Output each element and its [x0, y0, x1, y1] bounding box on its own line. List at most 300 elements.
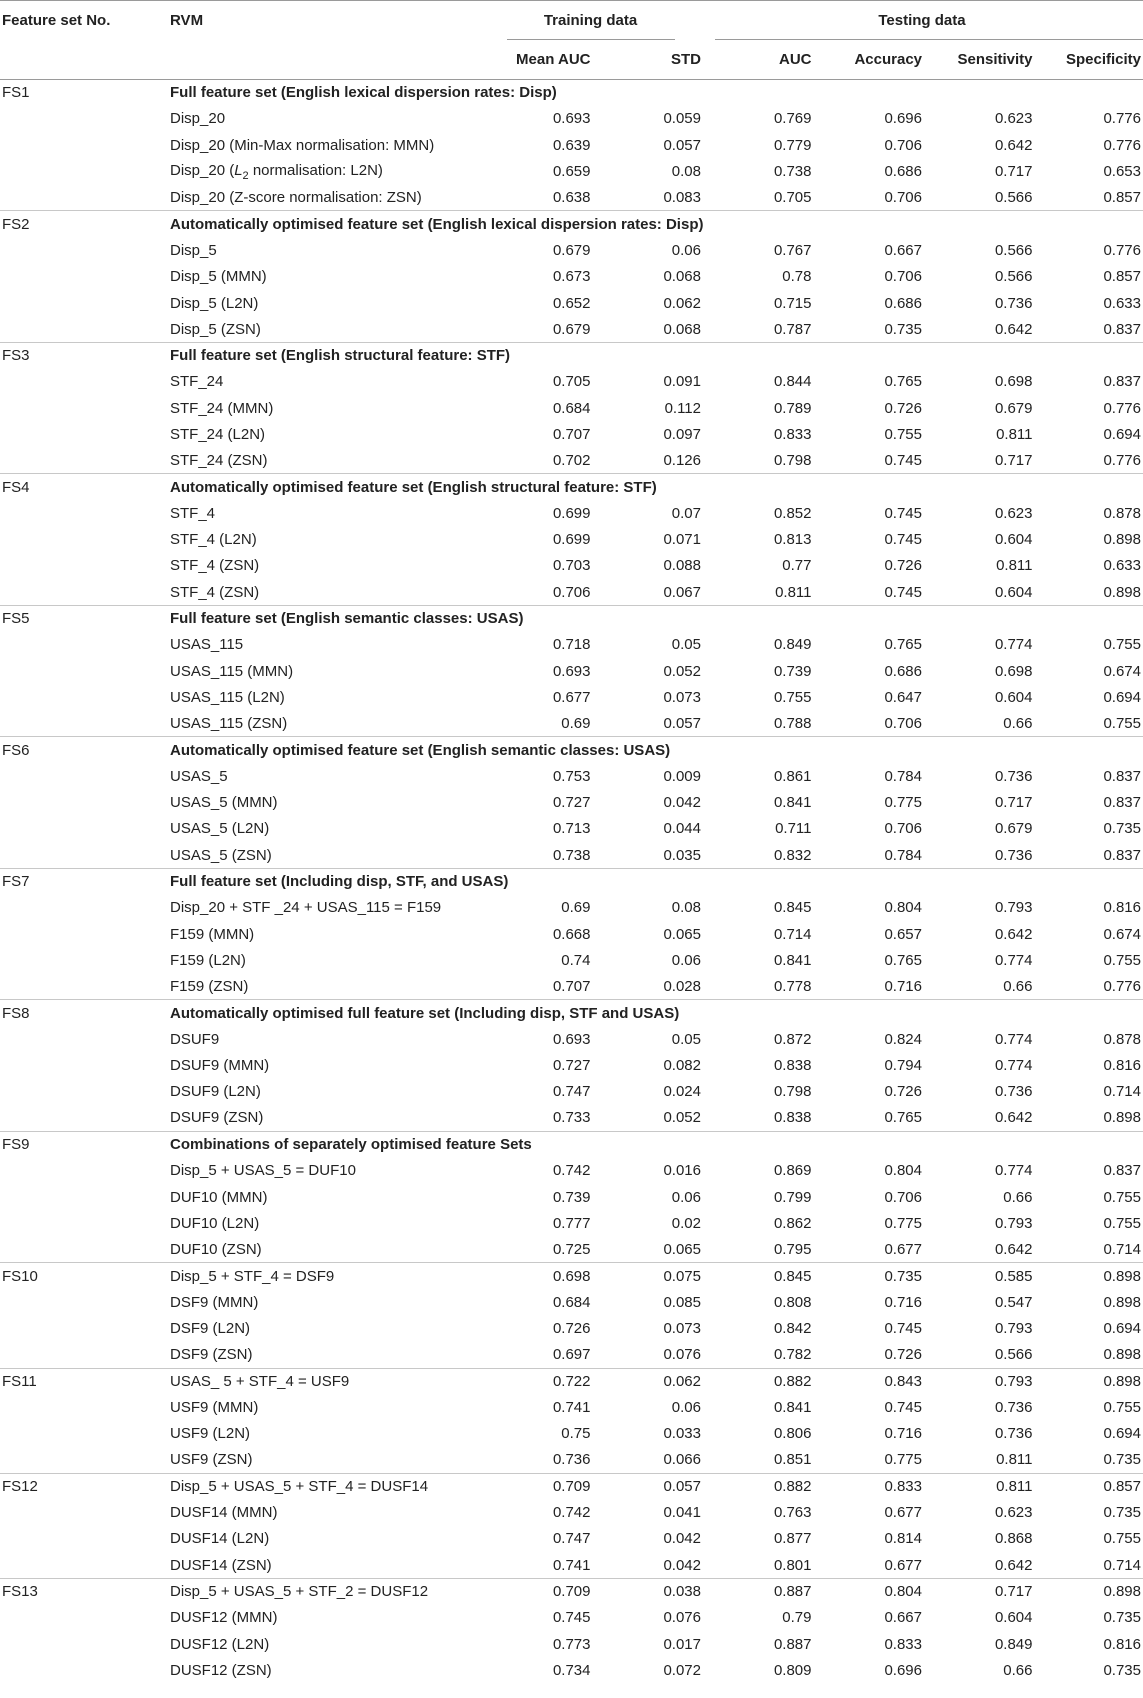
accuracy-cell: 0.775	[884, 1214, 922, 1232]
table-row	[0, 579, 1143, 605]
auc-cell: 0.714	[773, 925, 812, 943]
std-cell: 0.06	[671, 1188, 701, 1206]
std-cell: 0.08	[671, 163, 701, 181]
specificity-cell: 0.674	[1103, 925, 1141, 943]
table-row	[0, 1578, 1143, 1604]
feature-set-blank	[0, 974, 170, 1000]
mean-auc-cell: 0.713	[552, 820, 591, 838]
header-accuracy: Accuracy	[812, 41, 923, 80]
std-cell: 0.072	[663, 1661, 701, 1679]
sensitivity-cell: 0.623	[994, 110, 1033, 128]
accuracy-cell: 0.716	[884, 1425, 922, 1443]
feature-set-blank	[0, 816, 170, 842]
accuracy-cell: 0.686	[884, 662, 922, 680]
table-row	[0, 527, 1143, 553]
table-row	[0, 500, 1143, 526]
rvm-model-name: Disp_5 + USAS_5 + STF_4 = DUSF14	[170, 1473, 480, 1499]
rvm-model-name: STF_4 (ZSN)	[170, 583, 260, 601]
auc-cell: 0.788	[773, 715, 812, 733]
mean-auc-cell: 0.707	[552, 426, 591, 443]
std-cell: 0.02	[671, 1214, 701, 1232]
specificity-cell: 0.755	[1103, 1214, 1141, 1232]
std-cell: 0.044	[663, 820, 701, 838]
mean-auc-cell: 0.734	[552, 1661, 591, 1679]
mean-auc-cell: 0.699	[552, 504, 591, 522]
group-title: Automatically optimised feature set (English structural feature: STF)	[170, 474, 1143, 500]
rvm-model-name: USAS_115 (MMN)	[170, 662, 294, 680]
std-cell: 0.068	[663, 268, 701, 286]
auc-cell: 0.78	[782, 268, 812, 286]
mean-auc-cell: 0.738	[552, 846, 591, 864]
rvm-model-name: Disp_5 + USAS_5 = DUF10	[170, 1162, 356, 1180]
feature-set-blank	[0, 632, 170, 658]
auc-cell: 0.872	[773, 1030, 812, 1048]
auc-cell: 0.849	[773, 636, 812, 654]
specificity-cell: 0.633	[1103, 294, 1141, 312]
specificity-cell: 0.735	[1103, 1504, 1141, 1522]
mean-auc-cell: 0.677	[552, 688, 591, 706]
auc-cell: 0.801	[773, 1556, 812, 1574]
auc-cell: 0.844	[773, 373, 812, 391]
specificity-cell: 0.837	[1103, 846, 1141, 864]
header-blank-2	[170, 41, 480, 80]
feature-set-blank	[0, 1052, 170, 1078]
sensitivity-cell: 0.774	[994, 1162, 1033, 1180]
auc-cell: 0.79	[782, 1609, 812, 1627]
accuracy-cell: 0.716	[884, 1293, 922, 1311]
rvm-model-name: USAS_ 5 + STF_4 = USF9	[170, 1368, 480, 1394]
specificity-cell: 0.735	[1103, 1451, 1141, 1469]
rvm-model-name: DUSF12 (L2N)	[170, 1635, 270, 1653]
accuracy-cell: 0.745	[884, 531, 922, 549]
std-cell: 0.075	[591, 1263, 702, 1289]
feature-set-number: FS2	[0, 211, 170, 237]
feature-set-number: FS1	[0, 80, 170, 106]
rvm-model-name: Disp_5 (ZSN)	[170, 320, 261, 338]
table-row	[0, 763, 1143, 789]
table-row	[0, 369, 1143, 395]
mean-auc-cell: 0.747	[552, 1083, 591, 1101]
accuracy-cell: 0.726	[884, 1083, 922, 1101]
table-row	[0, 895, 1143, 921]
std-cell: 0.017	[663, 1635, 701, 1653]
rvm-model-name: Disp_20 ($L_2$ normalisation: L2N)	[170, 161, 383, 182]
auc-cell: 0.809	[773, 1661, 812, 1679]
specificity-cell: 0.816	[1103, 899, 1141, 917]
specificity-cell: 0.857	[1103, 189, 1141, 207]
std-cell: 0.042	[663, 1530, 701, 1548]
group-title: Combinations of separately optimised feature Sets	[170, 1131, 1143, 1157]
specificity-cell: 0.755	[1103, 1188, 1141, 1206]
auc-cell: 0.845	[701, 1263, 812, 1289]
rvm-model-name: USF9 (ZSN)	[170, 1451, 253, 1469]
sensitivity-cell: 0.717	[994, 794, 1033, 812]
sensitivity-cell: 0.774	[994, 1057, 1033, 1075]
group-header-row	[0, 342, 1143, 368]
rvm-model-name: Disp_5 (MMN)	[170, 268, 267, 286]
mean-auc-cell: 0.733	[552, 1109, 591, 1127]
sensitivity-cell: 0.698	[994, 662, 1033, 680]
sensitivity-cell: 0.793	[922, 1368, 1033, 1394]
accuracy-cell: 0.804	[812, 1578, 923, 1604]
testing-underline	[715, 39, 1143, 40]
mean-auc-cell: 0.75	[561, 1425, 591, 1443]
sensitivity-cell: 0.717	[994, 452, 1033, 470]
accuracy-cell: 0.696	[884, 1661, 922, 1679]
feature-set-blank	[0, 1552, 170, 1578]
sensitivity-cell: 0.566	[994, 1346, 1033, 1364]
sensitivity-cell: 0.623	[994, 1504, 1033, 1522]
auc-cell: 0.767	[773, 241, 812, 259]
feature-set-blank	[0, 1421, 170, 1447]
rvm-model-name: DUSF14 (ZSN)	[170, 1556, 272, 1574]
l2-subscript: 2	[242, 169, 249, 182]
table-row	[0, 1237, 1143, 1263]
mean-auc-cell: 0.753	[552, 767, 591, 785]
feature-set-blank	[0, 711, 170, 737]
group-title: Full feature set (English lexical dispersion rates: Disp)	[170, 80, 1143, 106]
rvm-model-name: USAS_5 (MMN)	[170, 794, 278, 812]
std-cell: 0.112	[664, 399, 701, 417]
mean-auc-cell: 0.722	[480, 1368, 591, 1394]
mean-auc-cell: 0.679	[552, 241, 591, 259]
std-cell: 0.042	[663, 794, 701, 812]
mean-auc-cell: 0.69	[561, 899, 591, 917]
mean-auc-cell: 0.702	[552, 452, 591, 470]
header-rvm: RVM	[170, 1, 480, 41]
sensitivity-cell: 0.642	[994, 1240, 1033, 1258]
sensitivity-cell: 0.66	[1003, 1188, 1033, 1206]
sensitivity-cell: 0.642	[994, 136, 1033, 154]
auc-cell: 0.877	[773, 1530, 812, 1548]
table-row	[0, 1526, 1143, 1552]
group-header-row	[0, 737, 1143, 763]
mean-auc-cell: 0.742	[552, 1162, 591, 1180]
header-testing-data	[701, 1, 1143, 41]
std-cell: 0.085	[663, 1293, 701, 1311]
rvm-model-name: DSF9 (MMN)	[170, 1293, 259, 1311]
accuracy-cell: 0.745	[884, 504, 922, 522]
specificity-cell: 0.714	[1103, 1083, 1141, 1101]
table-row	[0, 1079, 1143, 1105]
sensitivity-cell: 0.66	[1003, 1661, 1033, 1679]
table-row	[0, 1394, 1143, 1420]
sensitivity-cell: 0.774	[994, 1030, 1033, 1048]
rvm-model-name: Disp_5 + USAS_5 + STF_2 = DUSF12	[170, 1578, 480, 1604]
table-row	[0, 1289, 1143, 1315]
rvm-model-name: STF_4	[170, 504, 216, 522]
accuracy-cell: 0.755	[884, 426, 922, 443]
std-cell: 0.062	[663, 294, 701, 312]
rvm-model-name: USF9 (L2N)	[170, 1425, 251, 1443]
feature-set-number: FS4	[0, 474, 170, 500]
accuracy-cell: 0.735	[812, 1263, 923, 1289]
training-underline	[507, 39, 675, 40]
std-cell: 0.052	[663, 1109, 701, 1127]
group-title: Automatically optimised feature set (English semantic classes: USAS)	[170, 737, 1143, 763]
accuracy-cell: 0.804	[884, 899, 922, 917]
sensitivity-cell: 0.604	[994, 583, 1033, 601]
header-auc: AUC	[701, 41, 812, 80]
std-cell: 0.073	[663, 688, 701, 706]
sensitivity-cell: 0.679	[994, 820, 1033, 838]
table-row	[0, 132, 1143, 158]
sensitivity-cell: 0.717	[922, 1578, 1033, 1604]
std-cell: 0.076	[663, 1609, 701, 1627]
feature-set-blank	[0, 1158, 170, 1184]
specificity-cell: 0.837	[1103, 767, 1141, 785]
mean-auc-cell: 0.745	[552, 1609, 591, 1627]
table-row	[0, 1210, 1143, 1236]
rvm-model-name: DUF10 (L2N)	[170, 1214, 260, 1232]
auc-cell: 0.838	[773, 1109, 812, 1127]
sensitivity-cell: 0.679	[994, 399, 1033, 417]
table-row	[0, 842, 1143, 868]
accuracy-cell: 0.706	[884, 715, 922, 733]
specificity-cell: 0.755	[1103, 1530, 1141, 1548]
feature-set-blank	[0, 579, 170, 605]
accuracy-cell: 0.765	[884, 951, 922, 969]
feature-set-blank	[0, 921, 170, 947]
table-row	[0, 947, 1143, 973]
feature-set-number: FS7	[0, 868, 170, 894]
mean-auc-cell: 0.736	[552, 1451, 591, 1469]
table-body	[0, 80, 1143, 1684]
accuracy-cell: 0.735	[884, 320, 922, 338]
header-std: STD	[591, 41, 702, 80]
feature-set-number: FS10	[0, 1263, 170, 1289]
std-cell: 0.06	[671, 1398, 701, 1416]
table-row	[0, 1631, 1143, 1657]
table-row	[0, 1315, 1143, 1341]
rvm-model-name: STF_24 (MMN)	[170, 399, 274, 417]
std-cell: 0.041	[663, 1504, 701, 1522]
rvm-model-name: Disp_5 (L2N)	[170, 294, 259, 312]
feature-set-blank	[0, 763, 170, 789]
rvm-model-name: USAS_115	[170, 636, 244, 654]
specificity-cell: 0.735	[1103, 820, 1141, 838]
std-cell: 0.05	[671, 636, 701, 654]
mean-auc-cell: 0.703	[552, 557, 591, 575]
table-row	[0, 185, 1143, 211]
std-cell: 0.091	[663, 373, 701, 391]
rvm-model-name: DUSF14 (MMN)	[170, 1504, 278, 1522]
accuracy-cell: 0.686	[884, 294, 922, 312]
mean-auc-cell: 0.697	[552, 1346, 591, 1364]
mean-auc-cell: 0.718	[552, 636, 591, 654]
sensitivity-cell: 0.642	[994, 925, 1033, 943]
table-row	[0, 158, 1143, 184]
sensitivity-cell: 0.66	[1003, 977, 1033, 995]
group-header-row	[0, 1131, 1143, 1157]
mean-auc-cell: 0.668	[552, 925, 591, 943]
feature-set-blank	[0, 790, 170, 816]
accuracy-cell: 0.667	[884, 241, 922, 259]
header-training-label: Training data	[543, 11, 638, 29]
feature-set-blank	[0, 185, 170, 211]
specificity-cell: 0.837	[1103, 320, 1141, 338]
std-cell: 0.057	[663, 136, 701, 154]
specificity-cell: 0.776	[1103, 977, 1141, 995]
mean-auc-cell: 0.741	[552, 1398, 591, 1416]
specificity-cell: 0.837	[1103, 1162, 1141, 1180]
rvm-model-name: DUF10 (ZSN)	[170, 1240, 262, 1258]
accuracy-cell: 0.657	[884, 925, 922, 943]
table-row	[0, 974, 1143, 1000]
accuracy-cell: 0.696	[884, 110, 922, 128]
specificity-cell: 0.714	[1103, 1556, 1141, 1574]
sensitivity-cell: 0.566	[994, 241, 1033, 259]
specificity-cell: 0.694	[1103, 1320, 1141, 1338]
header-sensitivity: Sensitivity	[922, 41, 1033, 80]
table-row	[0, 290, 1143, 316]
specificity-cell: 0.857	[1103, 268, 1141, 286]
feature-set-blank	[0, 106, 170, 132]
mean-auc-cell: 0.684	[552, 399, 591, 417]
std-cell: 0.068	[663, 320, 701, 338]
accuracy-cell: 0.765	[884, 1109, 922, 1127]
table-row	[0, 1184, 1143, 1210]
feature-set-blank	[0, 1605, 170, 1631]
rvm-model-name: F159 (ZSN)	[170, 977, 249, 995]
specificity-cell: 0.714	[1103, 1240, 1141, 1258]
feature-set-blank	[0, 237, 170, 263]
specificity-cell: 0.694	[1103, 426, 1141, 443]
feature-set-blank	[0, 421, 170, 447]
auc-cell: 0.755	[773, 688, 812, 706]
group-header-row	[0, 474, 1143, 500]
table-row	[0, 658, 1143, 684]
table-row	[0, 1552, 1143, 1578]
rvm-model-name: STF_24 (ZSN)	[170, 452, 268, 470]
mean-auc-cell: 0.684	[552, 1293, 591, 1311]
sensitivity-cell: 0.717	[994, 163, 1033, 181]
group-title: Automatically optimised full feature set (Including disp, STF and USAS)	[170, 1000, 1143, 1026]
feature-set-blank	[0, 1500, 170, 1526]
mean-auc-cell: 0.773	[552, 1635, 591, 1653]
sensitivity-cell: 0.736	[994, 1425, 1033, 1443]
rvm-model-name: STF_4 (L2N)	[170, 531, 257, 549]
group-header-row	[0, 605, 1143, 631]
rvm-model-name: Disp_5 + STF_4 = DSF9	[170, 1263, 480, 1289]
auc-cell: 0.852	[773, 504, 812, 522]
auc-cell: 0.799	[773, 1188, 812, 1206]
sensitivity-cell: 0.774	[994, 951, 1033, 969]
mean-auc-cell: 0.639	[552, 136, 591, 154]
feature-set-blank	[0, 553, 170, 579]
feature-set-blank	[0, 1237, 170, 1263]
feature-set-number: FS9	[0, 1131, 170, 1157]
std-cell: 0.05	[671, 1030, 701, 1048]
auc-cell: 0.887	[701, 1578, 812, 1604]
table-row	[0, 106, 1143, 132]
specificity-cell: 0.898	[1103, 1109, 1141, 1127]
specificity-cell: 0.837	[1103, 794, 1141, 812]
header-training-data	[480, 1, 701, 41]
sensitivity-cell: 0.811	[922, 1473, 1033, 1499]
accuracy-cell: 0.745	[884, 452, 922, 470]
auc-cell: 0.833	[773, 426, 812, 443]
std-cell: 0.097	[663, 426, 701, 443]
std-cell: 0.028	[663, 977, 701, 995]
auc-cell: 0.779	[773, 136, 812, 154]
specificity-cell: 0.694	[1103, 688, 1141, 706]
mean-auc-cell: 0.693	[552, 662, 591, 680]
group-title: Full feature set (English structural feature: STF)	[170, 342, 1143, 368]
feature-set-blank	[0, 500, 170, 526]
feature-set-number: FS3	[0, 342, 170, 368]
rvm-model-name: Disp_5	[170, 241, 217, 259]
group-title: Full feature set (Including disp, STF, and USAS)	[170, 868, 1143, 894]
table-row	[0, 421, 1143, 447]
auc-cell: 0.778	[773, 977, 812, 995]
sensitivity-cell: 0.642	[994, 320, 1033, 338]
specificity-cell: 0.674	[1103, 662, 1141, 680]
accuracy-cell: 0.745	[884, 1398, 922, 1416]
auc-cell: 0.763	[773, 1504, 812, 1522]
rvm-model-name: DSUF9 (L2N)	[170, 1083, 261, 1101]
auc-cell: 0.711	[775, 820, 812, 838]
accuracy-cell: 0.833	[884, 1635, 922, 1653]
group-header-row	[0, 1000, 1143, 1026]
std-cell: 0.07	[671, 504, 701, 522]
table-row	[0, 1263, 1143, 1289]
rvm-model-name: DSF9 (L2N)	[170, 1320, 251, 1338]
sensitivity-cell: 0.642	[994, 1556, 1033, 1574]
rvm-model-name: DUF10 (MMN)	[170, 1188, 268, 1206]
auc-cell: 0.869	[773, 1162, 812, 1180]
auc-cell: 0.841	[773, 794, 812, 812]
accuracy-cell: 0.794	[884, 1057, 922, 1075]
mean-auc-cell: 0.709	[480, 1578, 591, 1604]
std-cell: 0.073	[663, 1320, 701, 1338]
rvm-model-name: Disp_20 + STF _24 + USAS_115 = F159	[170, 899, 442, 917]
header-feature-set: Feature set No.	[0, 1, 170, 41]
feature-set-number: FS8	[0, 1000, 170, 1026]
feature-set-blank	[0, 842, 170, 868]
rvm-model-name: USF9 (MMN)	[170, 1398, 259, 1416]
table-row	[0, 237, 1143, 263]
header-specificity: Specificity	[1033, 41, 1143, 80]
rvm-model-name: USAS_5 (ZSN)	[170, 846, 272, 864]
feature-set-blank	[0, 1342, 170, 1368]
feature-set-number: FS6	[0, 737, 170, 763]
specificity-cell: 0.776	[1103, 110, 1141, 128]
rvm-model-name: DSUF9 (ZSN)	[170, 1109, 264, 1127]
feature-set-number: FS13	[0, 1578, 170, 1604]
accuracy-cell: 0.745	[884, 1320, 922, 1338]
specificity-cell: 0.837	[1103, 373, 1141, 391]
auc-cell: 0.782	[773, 1346, 812, 1364]
auc-cell: 0.77	[782, 557, 812, 575]
rvm-model-name: DUSF12 (ZSN)	[170, 1661, 272, 1679]
feature-set-blank	[0, 264, 170, 290]
table-row	[0, 264, 1143, 290]
std-cell: 0.009	[663, 767, 701, 785]
mean-auc-cell: 0.742	[552, 1504, 591, 1522]
auc-cell: 0.862	[773, 1214, 812, 1232]
specificity-cell: 0.735	[1103, 1609, 1141, 1627]
header-testing-label: Testing data	[878, 11, 966, 29]
accuracy-cell: 0.775	[884, 1451, 922, 1469]
table-row	[0, 316, 1143, 342]
auc-cell: 0.787	[773, 320, 812, 338]
group-header-row	[0, 868, 1143, 894]
auc-cell: 0.851	[773, 1451, 812, 1469]
table-row	[0, 1342, 1143, 1368]
std-cell: 0.052	[663, 662, 701, 680]
std-cell: 0.066	[663, 1451, 701, 1469]
